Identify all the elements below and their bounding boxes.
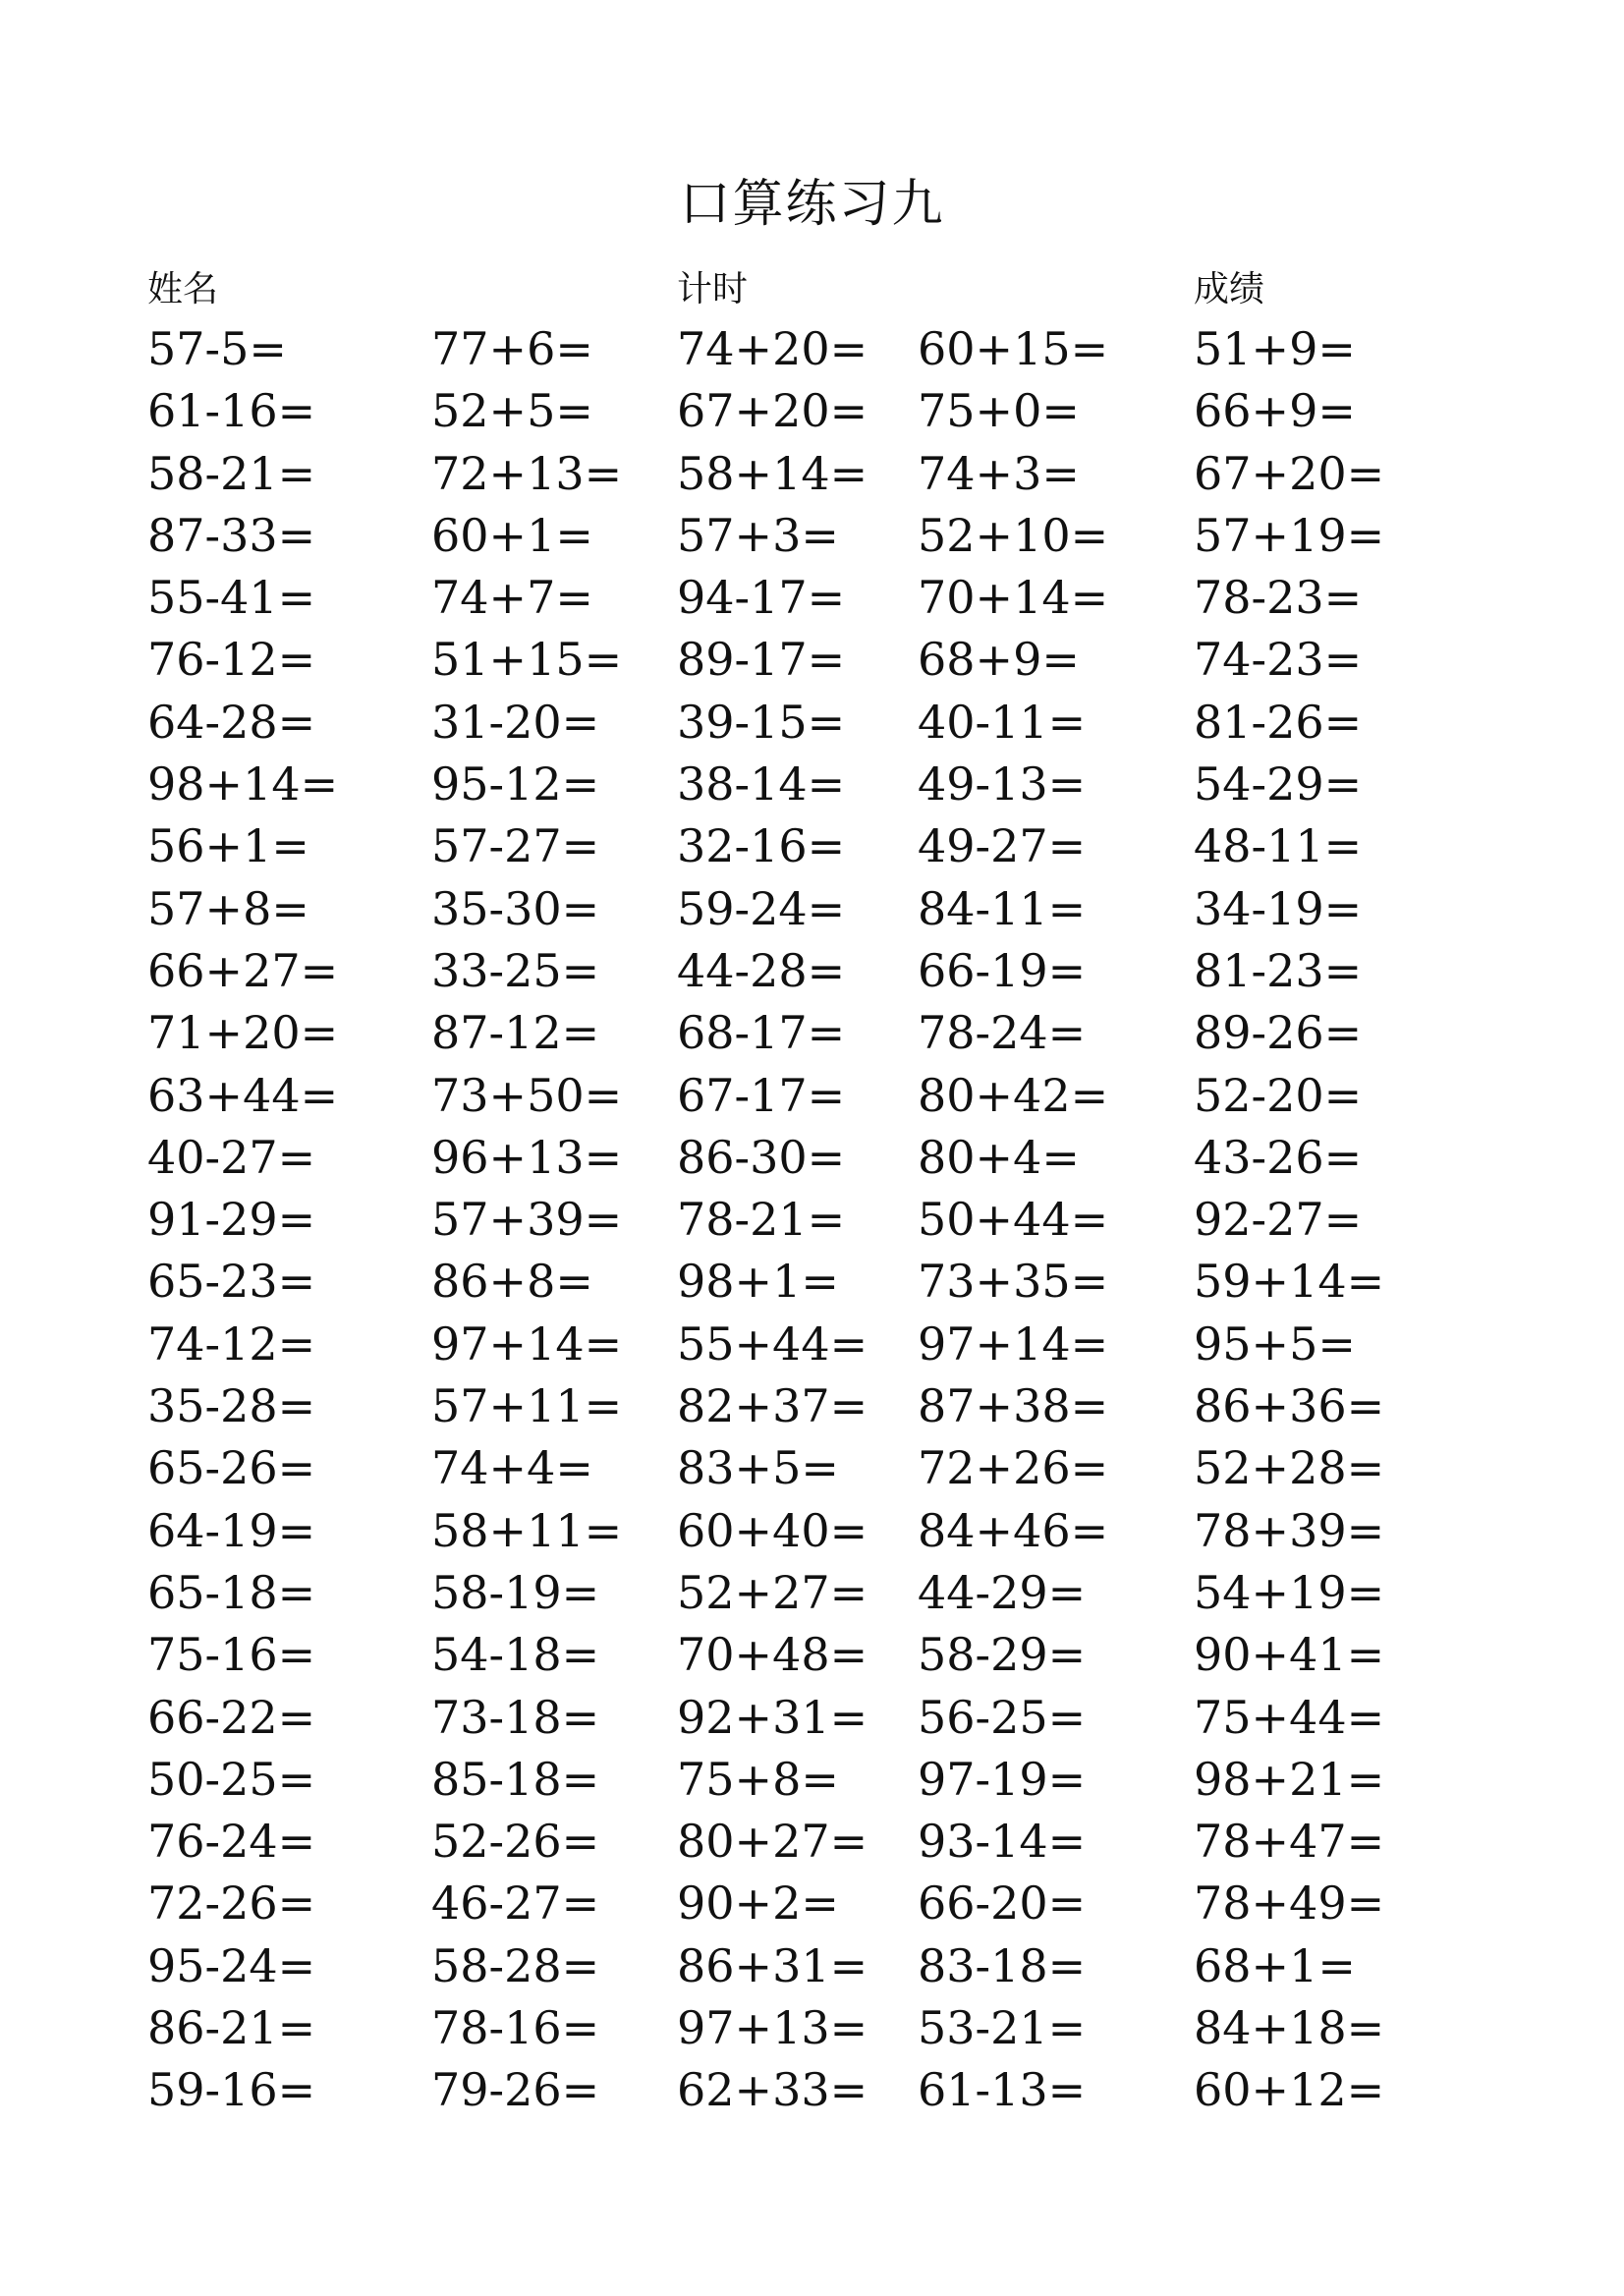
problem-cell: 78+47=	[1194, 1815, 1385, 1869]
problem-row	[0, 442, 1624, 504]
problem-cell: 49-13=	[918, 757, 1087, 812]
problem-cell: 86+8=	[431, 1255, 593, 1309]
problem-cell: 63+44=	[147, 1068, 339, 1122]
problem-row	[0, 1313, 1624, 1374]
problem-row	[0, 1436, 1624, 1498]
problem-cell: 90+41=	[1194, 1628, 1385, 1682]
problem-row	[0, 1748, 1624, 1810]
problem-cell: 84+18=	[1194, 2001, 1385, 2055]
problem-cell: 98+14=	[147, 757, 339, 812]
problem-cell: 66+27=	[147, 943, 339, 997]
problem-cell: 97+13=	[677, 2001, 868, 2055]
problem-row	[0, 2058, 1624, 2120]
problem-cell: 95-24=	[147, 1938, 316, 1992]
problem-cell: 31-20=	[431, 695, 600, 749]
problem-cell: 86-30=	[677, 1130, 846, 1184]
problem-cell: 86-21=	[147, 2001, 316, 2055]
problem-cell: 60+40=	[677, 1503, 868, 1557]
problem-cell: 78+49=	[1194, 1876, 1385, 1931]
problem-row	[0, 1872, 1624, 1933]
problem-cell: 87+38=	[918, 1379, 1109, 1433]
problem-cell: 60+1=	[431, 508, 593, 562]
problem-cell: 58-21=	[147, 446, 316, 500]
problem-cell: 87-33=	[147, 508, 316, 562]
problem-cell: 91-29=	[147, 1193, 316, 1247]
problem-cell: 77+6=	[431, 322, 593, 375]
problem-cell: 66-20=	[918, 1876, 1087, 1931]
problem-cell: 97-19=	[918, 1752, 1087, 1806]
problem-cell: 61-16=	[147, 384, 316, 438]
problem-cell: 60+15=	[918, 322, 1109, 375]
problem-cell: 52-20=	[1194, 1068, 1363, 1122]
problem-cell: 78+39=	[1194, 1503, 1385, 1557]
problem-cell: 50+44=	[918, 1193, 1109, 1247]
problem-cell: 52-26=	[431, 1815, 600, 1869]
problem-cell: 73+50=	[431, 1068, 623, 1122]
problem-row	[0, 1623, 1624, 1685]
problem-cell: 80+42=	[918, 1068, 1109, 1122]
problem-cell: 39-15=	[677, 695, 846, 749]
problem-cell: 43-26=	[1194, 1130, 1363, 1184]
problem-cell: 53-21=	[918, 2001, 1087, 2055]
problem-cell: 74+7=	[431, 571, 593, 625]
problem-cell: 93-14=	[918, 1815, 1087, 1869]
problem-cell: 87-12=	[431, 1006, 600, 1060]
problem-row	[0, 566, 1624, 628]
name-label: 姓名	[147, 269, 219, 309]
problem-cell: 72-26=	[147, 1876, 316, 1931]
problem-cell: 78-24=	[918, 1006, 1087, 1060]
problem-cell: 75-16=	[147, 1628, 316, 1682]
problem-cell: 94-17=	[677, 571, 846, 625]
problem-cell: 54+19=	[1194, 1565, 1385, 1619]
problem-cell: 74+4=	[431, 1441, 593, 1495]
problem-cell: 49-27=	[918, 819, 1087, 873]
problem-cell: 55+44=	[677, 1316, 868, 1371]
problem-cell: 74+20=	[677, 322, 868, 375]
problem-row	[0, 1001, 1624, 1063]
problem-cell: 59-24=	[677, 881, 846, 935]
problem-cell: 90+2=	[677, 1876, 839, 1931]
problem-cell: 81-23=	[1194, 943, 1363, 997]
problem-cell: 80+27=	[677, 1815, 868, 1869]
problem-row	[0, 1561, 1624, 1623]
problem-cell: 72+26=	[918, 1441, 1109, 1495]
problem-cell: 56-25=	[918, 1690, 1087, 1744]
problem-cell: 57+3=	[677, 508, 839, 562]
problem-cell: 92-27=	[1194, 1193, 1363, 1247]
problem-cell: 83-18=	[918, 1938, 1087, 1992]
problem-cell: 95+5=	[1194, 1316, 1356, 1371]
problem-cell: 89-17=	[677, 633, 846, 687]
problem-cell: 95-12=	[431, 757, 600, 812]
problem-cell: 65-26=	[147, 1441, 316, 1495]
problem-cell: 50-25=	[147, 1752, 316, 1806]
problem-row	[0, 504, 1624, 566]
problem-cell: 52+10=	[918, 508, 1109, 562]
problem-cell: 89-26=	[1194, 1006, 1363, 1060]
problem-cell: 40-11=	[918, 695, 1087, 749]
problem-cell: 61-13=	[918, 2063, 1087, 2117]
problem-cell: 51+9=	[1194, 322, 1356, 375]
page-title: 口算练习九	[679, 175, 945, 234]
problem-row	[0, 1499, 1624, 1561]
problem-cell: 57-5=	[147, 322, 287, 375]
problem-cell: 85-18=	[431, 1752, 600, 1806]
problem-cell: 58-28=	[431, 1938, 600, 1992]
problem-cell: 96+13=	[431, 1130, 623, 1184]
problem-cell: 76-12=	[147, 633, 316, 687]
problem-cell: 73+35=	[918, 1255, 1109, 1309]
problem-row	[0, 1064, 1624, 1126]
problem-cell: 66+9=	[1194, 384, 1356, 438]
problem-cell: 70+48=	[677, 1628, 868, 1682]
problem-cell: 44-29=	[918, 1565, 1087, 1619]
time-label: 计时	[677, 269, 749, 309]
problem-cell: 52+27=	[677, 1565, 868, 1619]
problem-row	[0, 1686, 1624, 1748]
problem-cell: 59-16=	[147, 2063, 316, 2117]
problem-cell: 67-17=	[677, 1068, 846, 1122]
problem-cell: 65-18=	[147, 1565, 316, 1619]
problem-cell: 48-11=	[1194, 819, 1363, 873]
problem-cell: 78-21=	[677, 1193, 846, 1247]
problem-cell: 57+11=	[431, 1379, 623, 1433]
problem-cell: 98+1=	[677, 1255, 839, 1309]
problem-cell: 62+33=	[677, 2063, 868, 2117]
problem-row	[0, 379, 1624, 441]
problem-row	[0, 1374, 1624, 1436]
problem-cell: 68-17=	[677, 1006, 846, 1060]
problem-cell: 74+3=	[918, 446, 1080, 500]
problem-row	[0, 691, 1624, 753]
worksheet-header	[0, 263, 1624, 316]
problem-row	[0, 877, 1624, 939]
problem-cell: 75+44=	[1194, 1690, 1385, 1744]
problem-cell: 40-27=	[147, 1130, 316, 1184]
problem-cell: 51+15=	[431, 633, 623, 687]
problem-cell: 83+5=	[677, 1441, 839, 1495]
problem-row	[0, 1126, 1624, 1188]
problem-row	[0, 939, 1624, 1001]
problem-cell: 72+13=	[431, 446, 623, 500]
problem-row	[0, 1934, 1624, 1996]
problem-cell: 58-19=	[431, 1565, 600, 1619]
problem-cell: 35-28=	[147, 1379, 316, 1433]
problem-cell: 52+5=	[431, 384, 593, 438]
problem-cell: 79-26=	[431, 2063, 600, 2117]
problem-cell: 58+14=	[677, 446, 868, 500]
problem-cell: 65-23=	[147, 1255, 316, 1309]
problem-cell: 57-27=	[431, 819, 600, 873]
problem-cell: 57+8=	[147, 881, 309, 935]
problem-cell: 98+21=	[1194, 1752, 1385, 1806]
problem-cell: 97+14=	[918, 1316, 1109, 1371]
problem-cell: 52+28=	[1194, 1441, 1385, 1495]
problem-row	[0, 1996, 1624, 2058]
problem-cell: 55-41=	[147, 571, 316, 625]
problem-cell: 46-27=	[431, 1876, 600, 1931]
problem-row	[0, 1810, 1624, 1872]
problem-cell: 81-26=	[1194, 695, 1363, 749]
problem-row	[0, 1250, 1624, 1312]
problem-cell: 80+4=	[918, 1130, 1080, 1184]
problem-cell: 84-11=	[918, 881, 1087, 935]
problem-cell: 64-28=	[147, 695, 316, 749]
problem-cell: 74-23=	[1194, 633, 1363, 687]
problem-cell: 76-24=	[147, 1815, 316, 1869]
problem-cell: 75+8=	[677, 1752, 839, 1806]
problem-cell: 78-23=	[1194, 571, 1363, 625]
problem-cell: 92+31=	[677, 1690, 868, 1744]
problem-cell: 68+9=	[918, 633, 1080, 687]
problem-cell: 74-12=	[147, 1316, 316, 1371]
problem-cell: 68+1=	[1194, 1938, 1356, 1992]
problem-cell: 54-29=	[1194, 757, 1363, 812]
problem-cell: 66-22=	[147, 1690, 316, 1744]
problem-cell: 58+11=	[431, 1503, 623, 1557]
problem-row	[0, 814, 1624, 876]
problem-row	[0, 1188, 1624, 1250]
problem-cell: 66-19=	[918, 943, 1087, 997]
problem-cell: 73-18=	[431, 1690, 600, 1744]
problem-cell: 67+20=	[677, 384, 868, 438]
problem-cell: 56+1=	[147, 819, 309, 873]
problem-cell: 84+46=	[918, 1503, 1109, 1557]
problem-cell: 57+39=	[431, 1193, 623, 1247]
problem-cell: 34-19=	[1194, 881, 1363, 935]
problem-cell: 59+14=	[1194, 1255, 1385, 1309]
problem-cell: 86+31=	[677, 1938, 868, 1992]
score-label: 成绩	[1194, 269, 1265, 309]
problem-cell: 97+14=	[431, 1316, 623, 1371]
problem-row	[0, 753, 1624, 814]
problem-cell: 75+0=	[918, 384, 1080, 438]
problem-grid	[0, 317, 1624, 2121]
problem-cell: 32-16=	[677, 819, 846, 873]
problem-cell: 57+19=	[1194, 508, 1385, 562]
problem-row	[0, 628, 1624, 690]
problem-cell: 67+20=	[1194, 446, 1385, 500]
problem-cell: 64-19=	[147, 1503, 316, 1557]
problem-cell: 82+37=	[677, 1379, 868, 1433]
problem-cell: 35-30=	[431, 881, 600, 935]
problem-cell: 58-29=	[918, 1628, 1087, 1682]
problem-cell: 71+20=	[147, 1006, 339, 1060]
problem-row	[0, 317, 1624, 379]
problem-cell: 86+36=	[1194, 1379, 1385, 1433]
problem-cell: 44-28=	[677, 943, 846, 997]
problem-cell: 38-14=	[677, 757, 846, 812]
problem-cell: 70+14=	[918, 571, 1109, 625]
problem-cell: 54-18=	[431, 1628, 600, 1682]
problem-cell: 60+12=	[1194, 2063, 1385, 2117]
problem-cell: 33-25=	[431, 943, 600, 997]
problem-cell: 78-16=	[431, 2001, 600, 2055]
